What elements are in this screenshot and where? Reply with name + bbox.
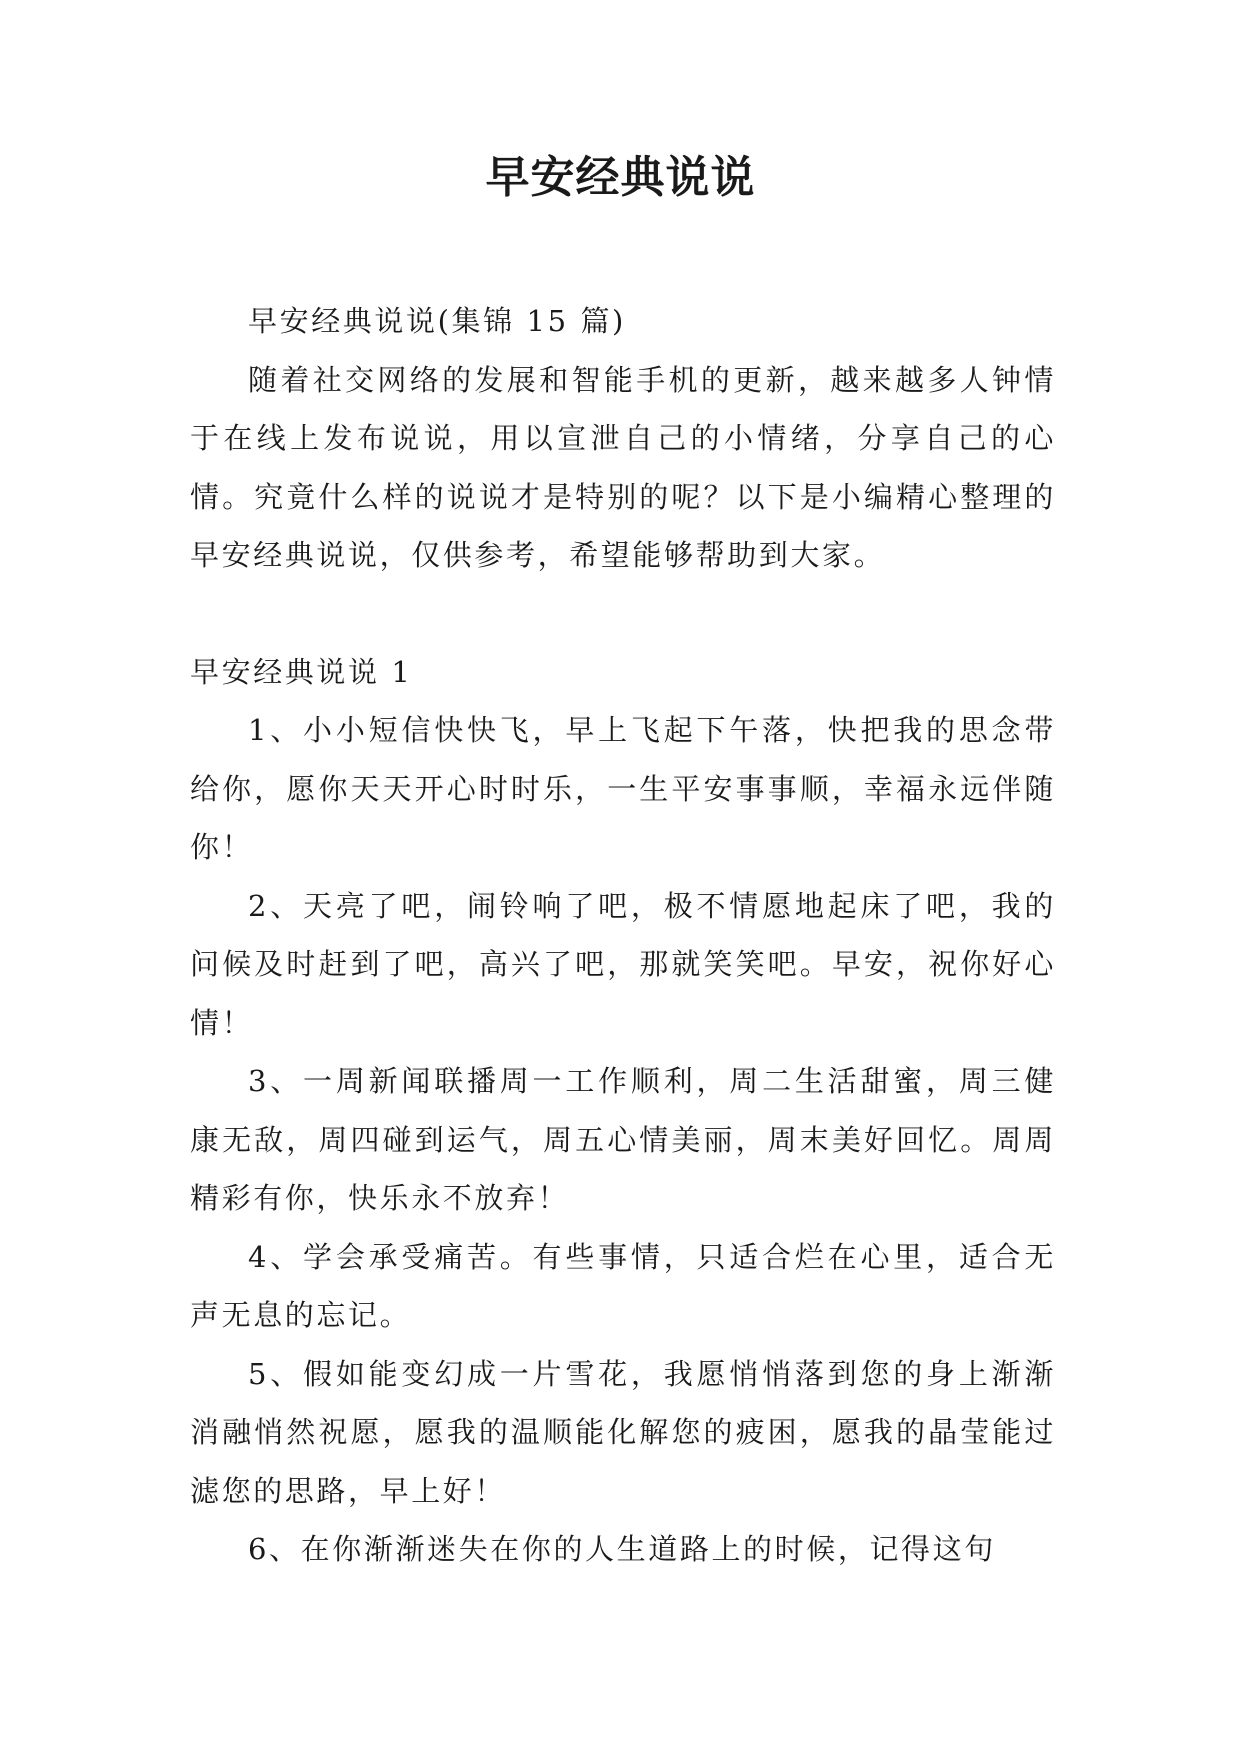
list-item: 3、一周新闻联播周一工作顺利，周二生活甜蜜，周三健康无敌，周四碰到运气，周五心情美丽，周末美好回忆。周周精彩有你，快乐永不放弃！ [190,1064,1056,1215]
list-item: 6、在你渐渐迷失在你的人生道路上的时候，记得这句 [248,1532,996,1566]
document-subtitle: 早安经典说说(集锦 15 篇) [248,304,626,338]
document-title: 早安经典说说 [485,152,756,203]
intro-paragraph: 随着社交网络的发展和智能手机的更新，越来越多人钟情于在线上发布说说，用以宣泄自己的小情绪，分享自己的心情。究竟什么样的说说才是特别的呢？以下是小编精心整理的早安经典说说，仅供参考，希望能够帮助到大家。 [190,362,1056,572]
list-item: 4、学会承受痛苦。有些事情，只适合烂在心里，适合无声无息的忘记。 [190,1239,1056,1332]
list-item: 2、天亮了吧，闹铃响了吧，极不情愿地起床了吧，我的问候及时赶到了吧，高兴了吧，那就笑笑吧。早安，祝你好心情！ [190,888,1056,1040]
list-item: 5、假如能变幻成一片雪花，我愿悄悄落到您的身上渐渐消融悄然祝愿，愿我的温顺能化解您的疲困，愿我的晶莹能过滤您的思路，早上好！ [190,1356,1056,1508]
document-body [190,292,1056,1579]
section-heading: 早安经典说说 1 [190,654,413,689]
list-item: 1、小小短信快快飞，早上飞起下午落，快把我的思念带给你，愿你天天开心时时乐，一生平安事事顺，幸福永远伴随你！ [190,713,1056,864]
